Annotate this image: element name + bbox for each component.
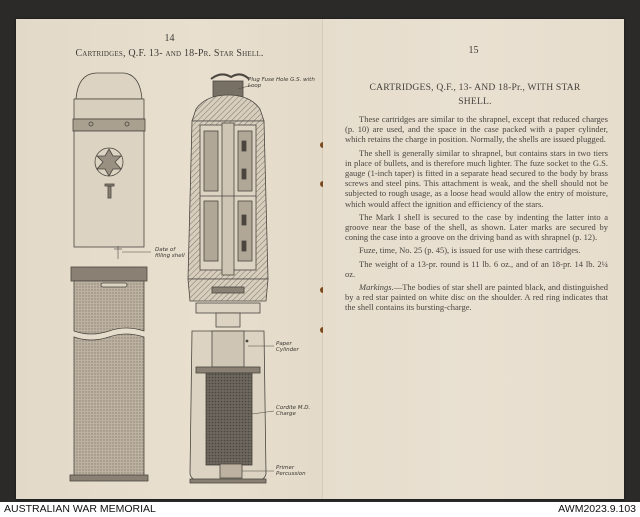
- right-page-title: [345, 81, 605, 109]
- paragraph: Fuze, time, No. 25 (p. 45), is issued for use with these cartridges.: [359, 245, 581, 256]
- title-line-2: SHELL.: [458, 96, 492, 107]
- label-cordite-charge: Cordite M.D. Charge: [276, 405, 311, 417]
- markings-paragraph: [345, 282, 608, 313]
- cross-section-view: [188, 74, 274, 483]
- left-page-title: Cartridges, Q.F. 13- and 18-Pr. Star Shell.: [75, 48, 264, 59]
- external-view: [70, 73, 151, 481]
- star-shell-diagram: [16, 19, 323, 499]
- left-page: [16, 19, 323, 499]
- accession-number: AWM2023.9.103: [558, 503, 636, 515]
- open-booklet: [16, 19, 624, 499]
- right-page: [323, 19, 624, 499]
- label-paper-cylinder: Paper Cylinder: [276, 341, 299, 353]
- label-date-of-filling: Date of filling shell: [155, 247, 185, 259]
- markings-label: Markings.: [359, 282, 394, 293]
- paragraph: The Mark I shell is secured to the case by indenting the latter into a groove near the base of the shell, as shown. Later marks are secured by coning the case into a groove on the driving band as with shrapnel (p. 12).: [345, 211, 608, 243]
- markings-text: —The bodies of star shell are painted black, and distinguished by a red star painted on white disc on the shoulder. A red ring indicates that the shell contains its bursting-charge.: [345, 282, 608, 313]
- institution-credit: AUSTRALIAN WAR MEMORIAL: [4, 503, 156, 515]
- paragraph: The weight of a 13-pr. round is 11 lb. 6 oz., and of an 18-pr. 14 lb. 2¼ oz.: [345, 258, 608, 279]
- page-number-left: 14: [164, 33, 175, 44]
- label-primer-percussion: Primer Percussion: [276, 465, 306, 477]
- page-number-right: 15: [468, 45, 479, 56]
- label-plug-fuse-hole: Plug Fuse Hole G.S. with Loop: [248, 77, 315, 89]
- paragraph: The shell is generally similar to shrapnel, but contains stars in two tiers in place of bullets, and is therefore much lighter. The fuze socket to the G.S. gauge (1-inch taper) is fitted in a separate head secured to the body by brass screws and steel pins. This attachment is weak, and the shell should not be subjected to rough usage, as a loose head would allow the entry of moisture, which would affect the ignition and efficiency of the stars.: [345, 147, 608, 209]
- paragraph: These cartridges are similar to the shrapnel, except that reduced charges (p. 10) are used, and the space in the case packed with a paper cylinder, which retains the charge in position. Normally, the shells are issued plugged.: [345, 114, 608, 145]
- body-text: [345, 114, 608, 316]
- title-line-1: CARTRIDGES, Q.F., 13- AND 18-Pr., WITH STAR: [369, 82, 581, 93]
